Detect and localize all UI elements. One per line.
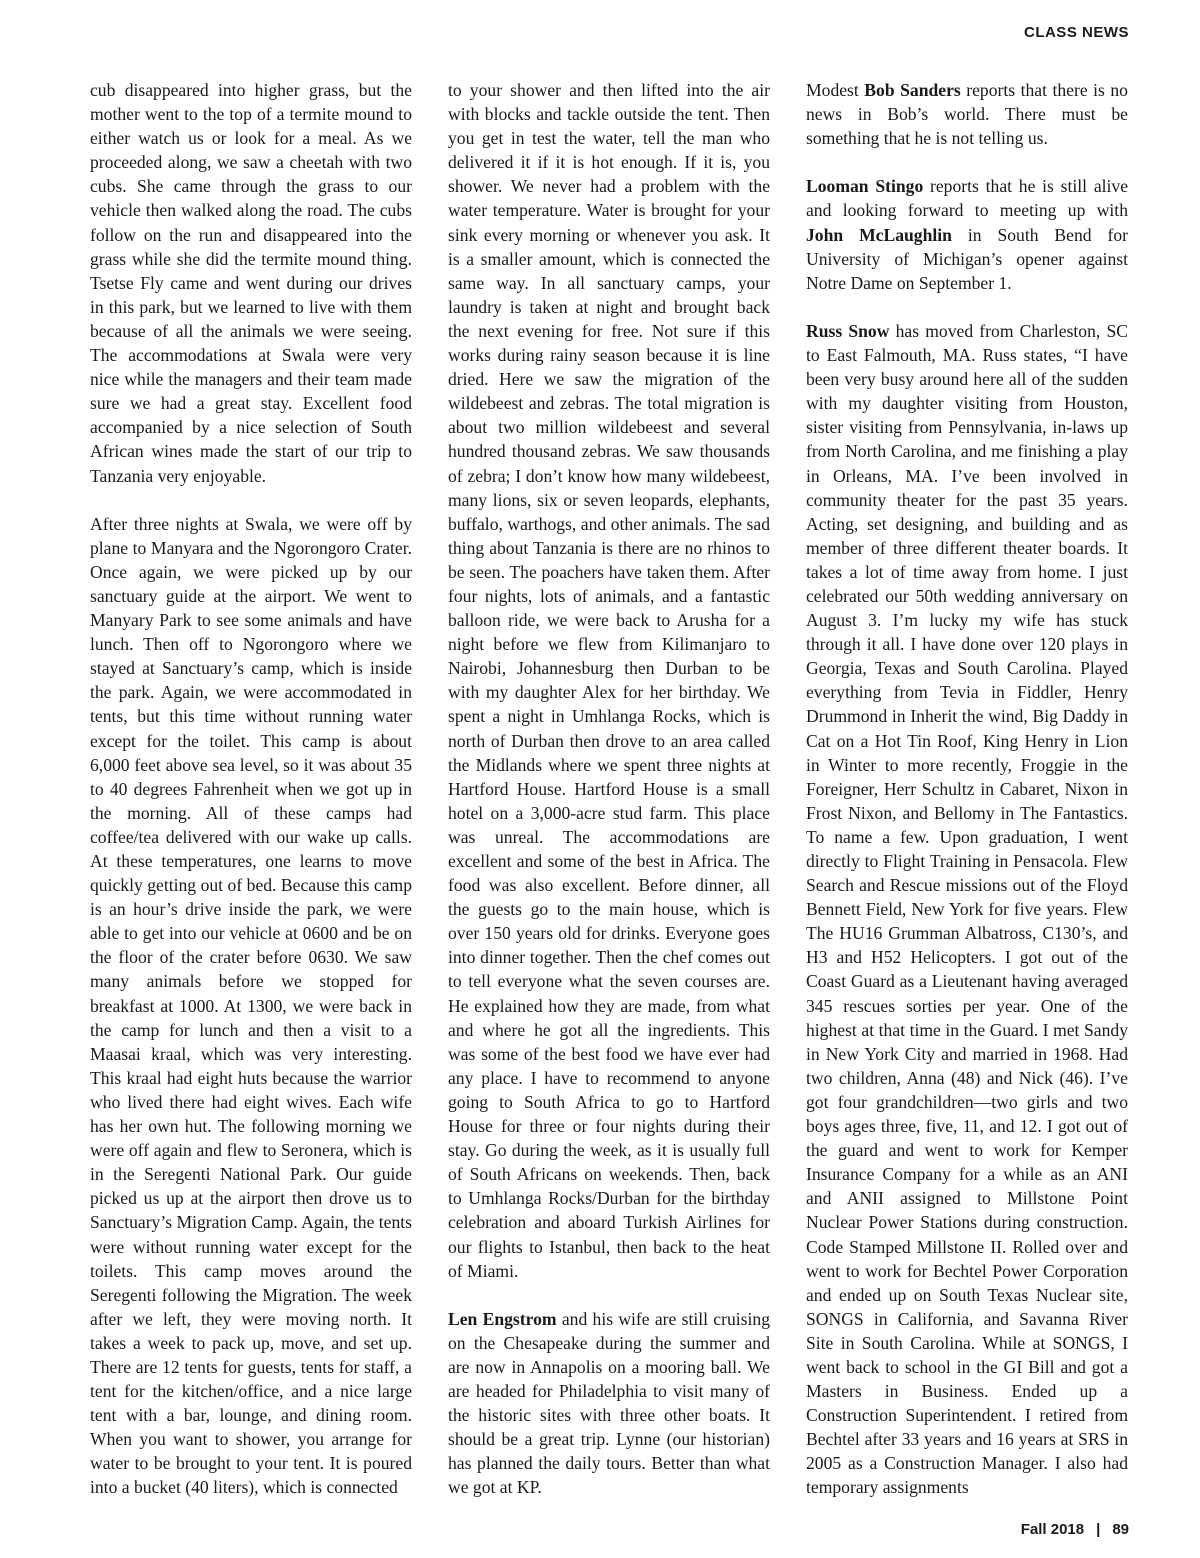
paragraph xyxy=(448,1307,770,1500)
classmate-name: Looman Stingo xyxy=(806,176,924,197)
section-label: CLASS NEWS xyxy=(1023,24,1129,41)
issue-label: Fall 2018 xyxy=(1020,1521,1085,1538)
page-footer xyxy=(1021,1521,1129,1538)
paragraph xyxy=(806,78,1128,150)
footer-separator: | xyxy=(1096,1521,1101,1538)
paragraph-text: reports that there is no news in Bob’s world. There must be something that he is not telling us. xyxy=(806,80,1128,149)
article-column-3 xyxy=(806,78,1128,1500)
paragraph: to your shower and then lifted into the air with blocks and tackle outside the tent. Then you get in test the water, tell the man who delivered it if it is hot enough. If it is, you shower. We never had a problem with the water temperature. Water is brought for your sink every morning or whenever you ask. It is a smaller amount, which is connected the same way. In all sanctuary camps, your laundry is taken at night and brought back the next evening for free. Not sure if this works during rainy season because it is line dried. Here we saw the migration of the wildebeest and zebras. The total migration is about two million wildebeest and several hundred thousand zebras. We saw thousands of zebra; I don’t know how many wildebeest, many lions, six or seven leopards, elephants, buffalo, warthogs, and other animals. The sad thing about Tanzania is there are no rhinos to be seen. The poachers have taken them. After four nights, lots of animals, and a fantastic balloon ride, we were back to Arusha for a night before we flew from Kilimanjaro to Nairobi, Johannesburg then Durban to be with my daughter Alex for her birthday. We spent a night in Umhlanga Rocks, which is north of Durban then drove to an area called the Midlands where we spent three nights at Hartford House. Hartford House is a small hotel on a 3,000-acre stud farm. This place was unreal. The accommodations are excellent and some of the best in Africa. The food was also excellent. Before dinner, all the guests go to the main house, which is over 150 years old for drinks. Everyone goes into dinner together. Then the chef comes out to tell everyone what the seven courses are. He explained how they are made, from what and where he got all the ingredients. This was some of the best food we have ever had any place. I have to recommend to anyone going to South Africa to go to Hartford House for three or four nights during their stay. Go during the week, as it is usually full of South Africans on weekends. Then, back to Umhlanga Rocks/Durban for the birthday celebration and aboard Turkish Airlines for our flights to Istanbul, then back to the heat of Miami. xyxy=(448,80,770,1281)
paragraph-text: has moved from Charleston, SC to East Falmouth, MA. Russ states, “I have been very busy around here all of the sudden with my daughter visiting from Houston, sister visiting from Pennsylvania, in-laws up from North Carolina, and me finishing a play in Orleans, MA. I’ve been involved in community theater for the past 35 years. Acting, set designing, and building and as member of three different theater boards. It takes a lot of time away from home. I just celebrated our 50th wedding anniversary on August 3. I’m lucky my wife has stuck through it all. I have done over 120 plays in Georgia, Texas and South Carolina. Played everything from Tevia in Fiddler, Henry Drummond in Inherit the wind, Big Daddy in Cat on a Hot Tin Roof, King Henry in Lion in Winter to more recently, Froggie in the Foreigner, Herr Schultz in Cabaret, Nixon in Frost Nixon, and Bellomy in The Fantastics. To name a few. Upon graduation, I went directly to Flight Training in Pensacola. Flew Search and Rescue missions out of the Floyd Bennett Field, New York for five years. Flew The HU16 Grumman Albatross, C130’s, and H3 and H52 Helicopters. I got out of the Coast Guard as a Lieutenant having averaged 345 rescues sorties per year. One of the highest at that time in the Guard. I met Sandy in New York City and married in 1968. Had two children, Anna (48) and Nick (46). I’ve got four grandchildren—two girls and two boys ages three, five, 11, and 12. I got out of the guard and went to work for Kemper Insurance Company for a while as an ANI and ANII assigned to Millstone Point Nuclear Power Stations during construction. Code Stamped Millstone II. Rolled over and went to work for Bechtel Power Corporation and ended up on South Texas Nuclear site, SONGS in California, and Savanna River Site in South Carolina. While at SONGS, I went back to school in the GI Bill and got a Masters in Business. Ended up a Construction Superintendent. I retired from Bechtel after 33 years and 16 years at SRS in 2005 as a Construction Manager. I also had temporary assignments xyxy=(806,320,1128,1498)
classmate-name: Bob Sanders xyxy=(864,80,961,100)
classmate-name: Russ Snow xyxy=(806,320,890,341)
page-number: 89 xyxy=(1112,1521,1129,1538)
paragraph xyxy=(806,319,1128,1500)
paragraph-text: in South Bend for University of Michigan’s opener against Notre Dame on September 1. xyxy=(806,224,1128,293)
article-column-2 xyxy=(448,78,770,1500)
paragraph xyxy=(806,174,1128,294)
classmate-name: John McLaughlin xyxy=(806,224,952,245)
paragraph: cub disappeared into higher grass, but the mother went to the top of a termite mound to either watch us or look for a meal. As we proceeded along, we saw a cheetah with two cubs. She came through the grass to our vehicle then walked along the road. The cubs follow on the run and disappeared into the grass while she did the termite mound thing. Tsetse Fly came and went during our drives in this park, but we learned to live with them because of all the animals we were seeing. The accommodations at Swala were very nice while the managers and their team made sure we had a great stay. Excellent food accompanied by a nice selection of South African wines made the start of our trip to Tanzania very enjoyable. xyxy=(90,80,412,486)
paragraph-text: Modest xyxy=(806,80,865,100)
paragraph-text: reports that he is still alive and looking forward to meeting up with xyxy=(806,176,1129,221)
paragraph: After three nights at Swala, we were off by plane to Manyara and the Ngorongoro Crater. Once again, we were picked up by our sanctuary guide at the airport. We went to Manyary Park to see some animals and have lunch. Then off to Ngorongoro where we stayed at Sanctuary’s camp, which is inside the park. Again, we were accommodated in tents, but this time without running water except for the toilet. This camp is about 6,000 feet above sea level, so it was about 35 to 40 degrees Fahrenheit when we got up in the morning. All of these camps had coffee/tea delivered with our wake up calls. At these temperatures, one learns to move quickly getting out of bed. Because this camp is an hour’s drive inside the park, we were able to get into our vehicle at 0600 and be on the floor of the crater before 0630. We saw many animals before we stopped for breakfast at 1000. At 1300, we were back in the camp for lunch and then a visit to a Maasai kraal, which was very interesting. This kraal had eight huts because the warrior who lived there had eight wives. Each wife has her own hut. The following morning we were off again and flew to Seronera, which is in the Seregenti National Park. Our guide picked us up at the airport then drove us to Sanctuary’s Migration Camp. Again, the tents were without running water except for the toilets. This camp moves around the Seregenti following the Migration. The week after we left, they were moving north. It takes a week to pack up, move, and set up. There are 12 tents for guests, tents for staff, a tent for the kitchen/office, and a nice large tent with a bar, lounge, and dining room. When you want to shower, you arrange for water to be brought to your tent. It is poured into a bucket (40 liters), which is connected xyxy=(90,513,413,1498)
classmate-name: Len Engstrom xyxy=(448,1308,557,1329)
paragraph-text: and his wife are still cruising on the Chesapeake during the summer and are now in Annapolis on a mooring ball. We are headed for Philadelphia to visit many of the historic sites with three other boats. It should be a great trip. Lynne (our historian) has planned the daily tours. Better than what we got at KP. xyxy=(448,1308,770,1498)
article-column-1 xyxy=(90,78,412,1500)
